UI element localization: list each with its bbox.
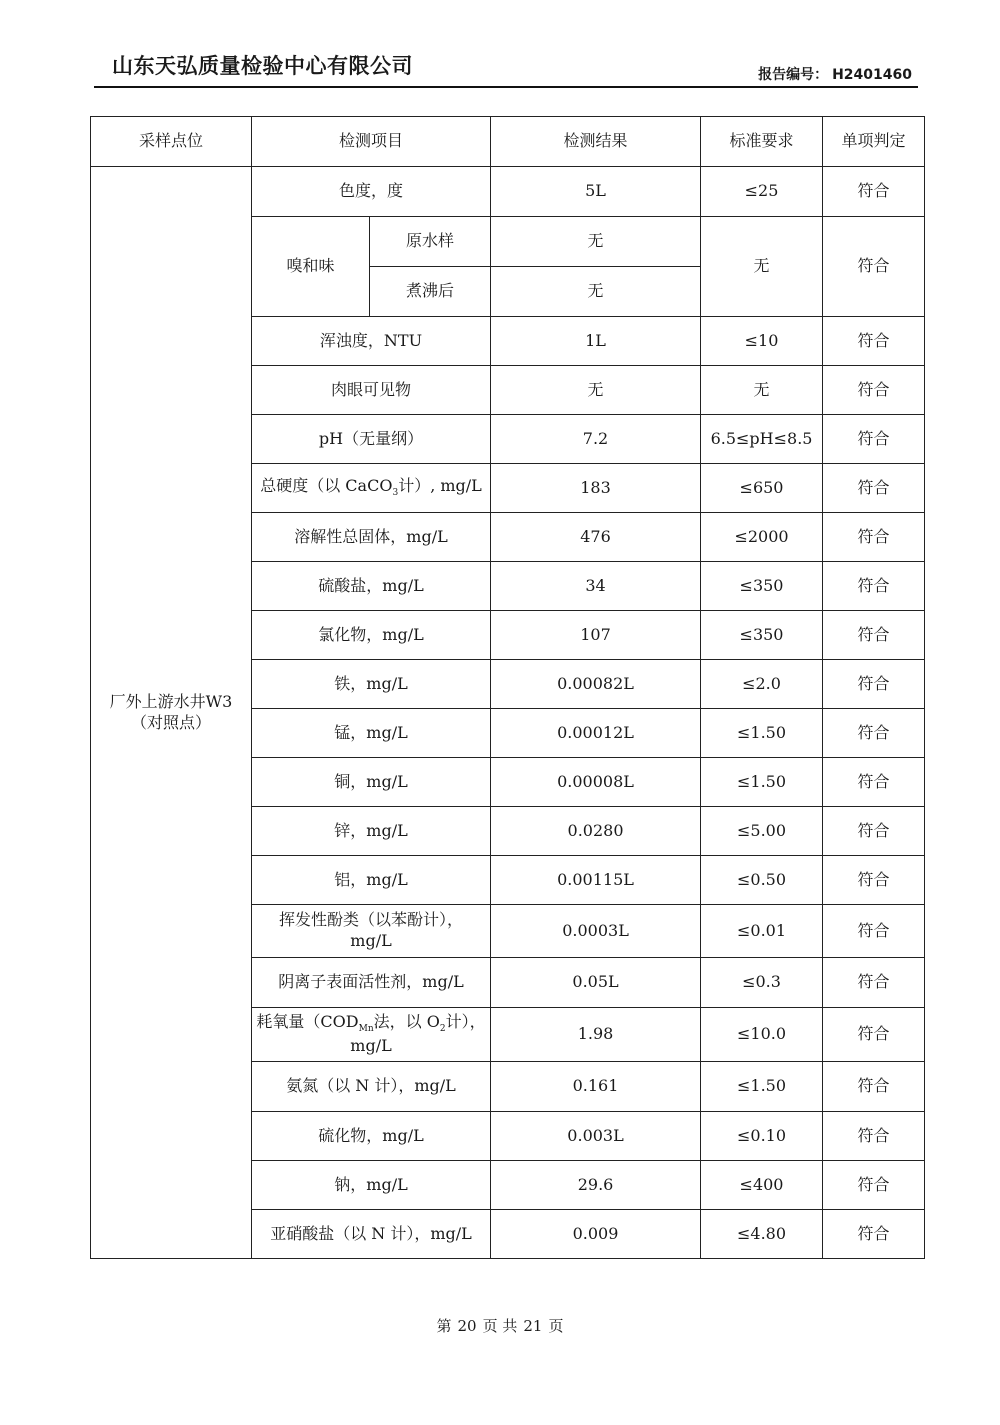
result-cell: 1L [491, 317, 701, 366]
judgement-cell: 符合 [823, 167, 925, 217]
cod-label-p3: 计）， [445, 1012, 486, 1032]
odor-group-cell: 嗅和味 [252, 217, 370, 317]
result-cell: 5L [491, 167, 701, 217]
item-cell: 氯化物，mg/L [252, 611, 491, 660]
standard-cell: ≤350 [701, 611, 823, 660]
standard-cell: ≤1.50 [701, 1062, 823, 1112]
result-cell: 0.0003L [491, 905, 701, 958]
result-cell: 0.00082L [491, 660, 701, 709]
result-cell: 无 [491, 217, 701, 267]
item-cell: 铝，mg/L [252, 856, 491, 905]
standard-cell: ≤400 [701, 1161, 823, 1210]
judgement-cell: 符合 [823, 464, 925, 513]
item-cell: 锰，mg/L [252, 709, 491, 758]
header-cell: 检测项目 [252, 117, 491, 167]
result-cell: 0.009 [491, 1210, 701, 1259]
result-cell: 0.00115L [491, 856, 701, 905]
odor-boiled-label: 煮沸后 [370, 267, 491, 317]
judgement-cell: 符合 [823, 1161, 925, 1210]
hardness-label-suffix: 计）, mg/L [398, 476, 482, 496]
result-cell: 183 [491, 464, 701, 513]
judgement-cell: 符合 [823, 660, 925, 709]
judgement-cell: 符合 [823, 415, 925, 464]
standard-cell: 无 [701, 366, 823, 415]
result-cell: 1.98 [491, 1008, 701, 1062]
judgement-cell: 符合 [823, 807, 925, 856]
judgement-cell: 符合 [823, 562, 925, 611]
judgement-cell: 符合 [823, 611, 925, 660]
header-cell: 检测结果 [491, 117, 701, 167]
result-cell: 无 [491, 366, 701, 415]
test-results-table [90, 116, 925, 1259]
sampling-point-note: （对照点） [130, 712, 211, 732]
standard-cell: ≤650 [701, 464, 823, 513]
item-cell: pH（无量纲） [252, 415, 491, 464]
item-cell: 溶解性总固体，mg/L [252, 513, 491, 562]
item-cell [252, 1008, 491, 1062]
result-cell: 0.05L [491, 958, 701, 1008]
standard-cell: ≤25 [701, 167, 823, 217]
item-cell: 钠，mg/L [252, 1161, 491, 1210]
item-cell: 铁，mg/L [252, 660, 491, 709]
item-cell [252, 905, 491, 958]
cod-label-sub2: 2 [439, 1024, 446, 1035]
standard-cell: ≤10 [701, 317, 823, 366]
result-cell: 7.2 [491, 415, 701, 464]
standard-cell: ≤0.3 [701, 958, 823, 1008]
judgement-cell: 符合 [823, 958, 925, 1008]
standard-cell: ≤0.10 [701, 1112, 823, 1161]
result-cell: 无 [491, 267, 701, 317]
judgement-cell: 符合 [823, 709, 925, 758]
report-number [758, 64, 912, 84]
standard-cell: 无 [701, 217, 823, 317]
item-cell: 氨氮（以 N 计），mg/L [252, 1062, 491, 1112]
judgement-cell: 符合 [823, 856, 925, 905]
result-cell: 0.161 [491, 1062, 701, 1112]
page-prefix: 第 [436, 1317, 452, 1335]
item-cell: 亚硝酸盐（以 N 计），mg/L [252, 1210, 491, 1259]
report-number-value: H2401460 [832, 67, 912, 83]
standard-cell: ≤10.0 [701, 1008, 823, 1062]
page-number [0, 1315, 1000, 1336]
report-number-label: 报告编号： [758, 67, 829, 83]
cod-label-p2: 法，以 O [373, 1012, 440, 1032]
table-header-row [91, 117, 925, 167]
judgement-cell: 符合 [823, 217, 925, 317]
judgement-cell: 符合 [823, 1062, 925, 1112]
item-cell: 色度，度 [252, 167, 491, 217]
page-suffix: 页 [548, 1317, 564, 1335]
standard-cell: ≤0.01 [701, 905, 823, 958]
standard-cell: ≤0.50 [701, 856, 823, 905]
standard-cell: ≤1.50 [701, 709, 823, 758]
company-name: 山东天弘质量检验中心有限公司 [112, 54, 413, 78]
standard-cell: ≤1.50 [701, 758, 823, 807]
judgement-cell: 符合 [823, 1210, 925, 1259]
judgement-cell: 符合 [823, 1008, 925, 1062]
sampling-point-cell [91, 167, 252, 1259]
sampling-point-name: 厂外上游水井W3 [109, 691, 233, 711]
cod-label-sub1: Mn [358, 1024, 374, 1035]
page-total: 21 [523, 1317, 543, 1335]
hardness-label-prefix: 总硬度（以 CaCO [260, 476, 393, 496]
page-current: 20 [457, 1317, 477, 1335]
result-cell: 34 [491, 562, 701, 611]
standard-cell: 6.5≤pH≤8.5 [701, 415, 823, 464]
item-cell: 阴离子表面活性剂，mg/L [252, 958, 491, 1008]
judgement-cell: 符合 [823, 513, 925, 562]
judgement-cell: 符合 [823, 366, 925, 415]
result-cell: 29.6 [491, 1161, 701, 1210]
result-cell: 476 [491, 513, 701, 562]
judgement-cell: 符合 [823, 758, 925, 807]
table-row [91, 167, 925, 217]
cod-label-line1 [255, 1012, 487, 1036]
cod-label-line2: mg/L [350, 1036, 392, 1056]
item-cell [252, 464, 491, 513]
standard-cell: ≤2000 [701, 513, 823, 562]
phenol-label-line1: 挥发性酚类（以苯酚计）， [279, 910, 464, 930]
header-divider [94, 86, 918, 88]
standard-cell: ≤350 [701, 562, 823, 611]
standard-cell: ≤4.80 [701, 1210, 823, 1259]
hardness-label-subscript: 3 [392, 488, 399, 499]
item-cell: 肉眼可见物 [252, 366, 491, 415]
header-cell: 单项判定 [823, 117, 925, 167]
judgement-cell: 符合 [823, 317, 925, 366]
phenol-label-line2: mg/L [350, 931, 392, 950]
page-mid: 页 共 [482, 1317, 518, 1335]
header-cell: 采样点位 [91, 117, 252, 167]
result-cell: 107 [491, 611, 701, 660]
judgement-cell: 符合 [823, 1112, 925, 1161]
result-cell: 0.0280 [491, 807, 701, 856]
result-cell: 0.00008L [491, 758, 701, 807]
odor-raw-label: 原水样 [370, 217, 491, 267]
result-cell: 0.00012L [491, 709, 701, 758]
judgement-cell: 符合 [823, 905, 925, 958]
header-cell: 标准要求 [701, 117, 823, 167]
item-cell: 浑浊度，NTU [252, 317, 491, 366]
result-cell: 0.003L [491, 1112, 701, 1161]
item-cell: 硫酸盐，mg/L [252, 562, 491, 611]
standard-cell: ≤2.0 [701, 660, 823, 709]
item-cell: 锌，mg/L [252, 807, 491, 856]
item-cell: 铜，mg/L [252, 758, 491, 807]
standard-cell: ≤5.00 [701, 807, 823, 856]
cod-label-p1: 耗氧量（COD [256, 1012, 359, 1032]
item-cell: 硫化物，mg/L [252, 1112, 491, 1161]
